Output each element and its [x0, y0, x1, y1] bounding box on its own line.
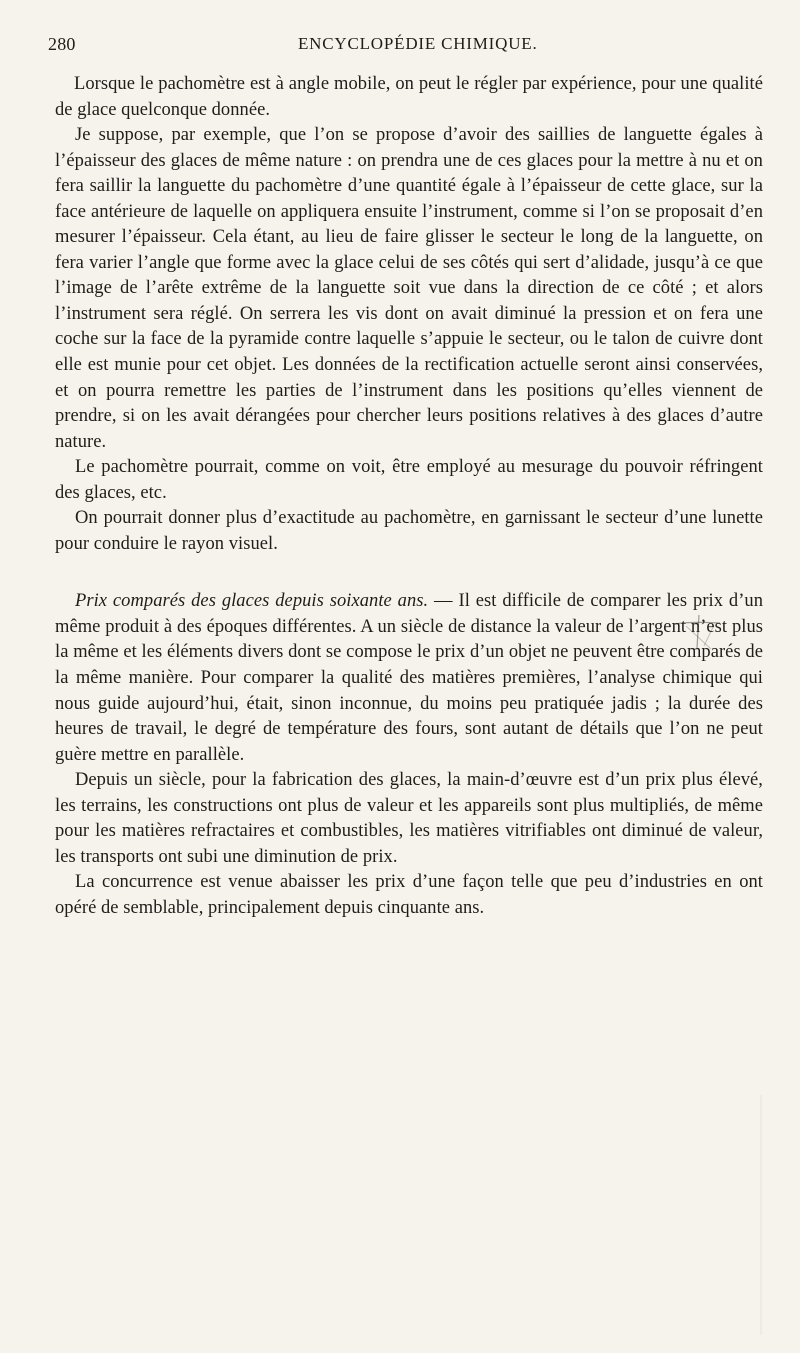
paragraph-4: On pourrait donner plus d’exactitude au pachomètre, en garnissant le secteur d’une lunette pour conduire le rayon visuel. — [55, 508, 763, 554]
paragraph-3: Le pachomètre pourrait, comme on voit, être employé au mesurage du pouvoir réfringent des glaces, etc. — [55, 457, 763, 503]
handwritten-mark — [668, 611, 726, 651]
paragraph-5-text: — Il est difficile de comparer les prix d’un même produit à des époques différentes. A un siècle de distance la valeur de l’argent n’est plus la même et les éléments divers dont se compose le prix d’un objet ne peuvent être comparés de la même manière. Pour comparer la qualité des matières premières, l’analyse chimique qui nous guide aujourd’hui, était, sinon inconnue, du moins peu pratiquée jadis ; la durée des heures de travail, le degré de température des fours, sont autant de détails que l’on ne peut guère mettre en parallèle. — [55, 591, 763, 765]
paragraph-6: Depuis un siècle, pour la fabrication des glaces, la main-d’œuvre est d’un prix plus élevé, les terrains, les constructions ont plus de valeur et les appareils sont plus multipliés, de même pour les matières refractaires et combustibles, les matières vitrifiables ont diminué de valeur, les transports ont subi une diminution de prix. — [55, 770, 763, 867]
bleed-through-margin — [760, 1095, 800, 1335]
section-heading: Prix comparés des glaces depuis soixante ans. — [75, 591, 429, 612]
running-head: ENCYCLOPÉDIE CHIMIQUE. — [298, 34, 538, 53]
paragraph-5 — [55, 589, 763, 768]
page-number: 280 — [48, 34, 76, 54]
paragraph-7: La concurrence est venue abaisser les prix d’une façon telle que peu d’industries en ont opéré de semblable, principalement depuis cinquante ans. — [55, 872, 763, 918]
paragraph-2: Je suppose, par exemple, que l’on se propose d’avoir des saillies de languette égales à l’épaisseur des glaces de même nature : on prendra une de ces glaces pour la mettre à nu et on fera saillir la languette du pachomètre d’une quantité égale à l’épaisseur de cette glace, sur la face antérieure de laquelle on appliquera ensuite l’instrument, comme si l’on se proposait d’en mesurer l’épaisseur. Cela étant, au lieu de faire glisser le secteur le long de la languette, on fera varier l’angle que forme avec la glace celui de ses côtés qui sert d’alidade, jusqu’à ce que l’image de l’arête extrême de la languette soit vue dans la direction de ce côté ; et alors l’instrument sera réglé. On serrera les vis dont on avait diminué la pression et on fera une coche sur la face de la pyramide contre laquelle s’appuie le secteur, ou le talon de cuivre dont elle est munie pour cet objet. Les données de la rectification actuelle seront ainsi conservées, et on pourra remettre les parties de l’instrument dans les positions qu’elles viennent de prendre, si on les avait dérangées pour chercher leurs positions relatives à des glaces d’autre nature. — [55, 125, 763, 452]
paragraph-1: Lorsque le pachomètre est à angle mobile, on peut le régler par expérience, pour une qualité de glace quelconque donnée. — [55, 74, 763, 120]
section-gap — [55, 557, 763, 589]
page-header — [48, 34, 752, 58]
page-body — [55, 72, 763, 922]
